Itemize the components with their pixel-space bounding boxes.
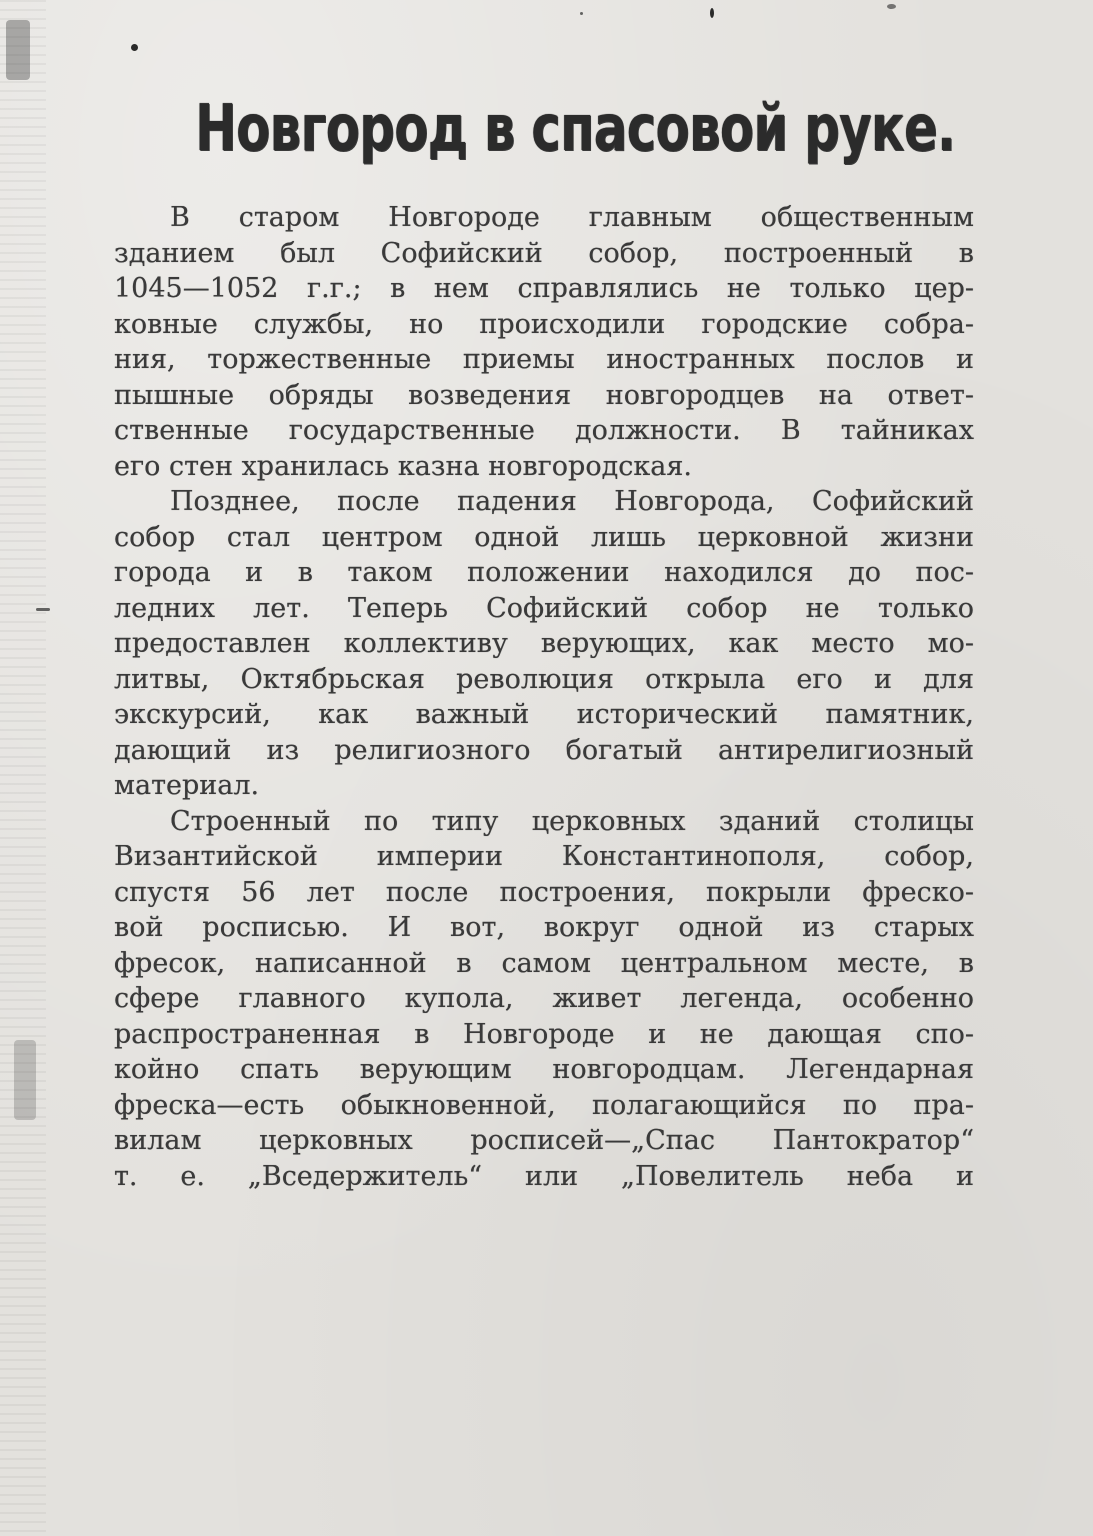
text-line: Византийской империи Константинополя, собор, [114,841,974,872]
text-line: предоставлен коллективу верующих, как место мо- [114,628,974,659]
scan-speck [36,608,50,611]
text-line: дающий из религиозного богатый антирелигиозный [114,734,974,766]
text-line: вилам церковных росписей—„Спас Пантократор“ [114,1125,974,1156]
scan-speck [887,4,896,9]
document-title: Новгород в спасовой руке. [195,92,956,166]
text-line: пышные обряды возведения новгородцев на ответ- [114,379,974,411]
scan-speck [131,44,138,51]
text-line: материал. [114,770,260,801]
page-edge-shadow [0,0,46,1536]
text-line: ственные государственные должности. В тайниках [114,415,974,446]
text-line: В старом Новгороде главным общественным [170,202,974,233]
text-line: фреска—есть обыкновенной, полагающийся по пра- [114,1089,974,1121]
text-line: ледних лет. Теперь Софийский собор не только [114,592,974,624]
scan-speck [14,1040,36,1120]
scan-speck [580,12,583,15]
text-line: сфере главного купола, живет легенда, особенно [114,983,974,1014]
text-line: Строенный по типу церковных зданий столицы [170,805,974,837]
scan-speck [710,8,714,18]
text-line: литвы, Октябрьская революция открыла его и для [114,663,974,695]
text-line: койно спать верующим новгородцам. Легендарная [114,1054,974,1085]
text-line: распространенная в Новгороде и не дающая спо- [114,1018,974,1050]
text-line: вой росписью. И вот, вокруг одной из старых [114,912,974,943]
text-line: города и в таком положении находился до пос- [114,557,974,588]
document-body [114,200,974,1194]
text-line: спустя 56 лет после построения, покрыли фреско- [114,876,974,908]
text-line: его стен хранилась казна новгородская. [114,450,692,482]
text-line: т. е. „Вседержитель“ или „Повелитель неба и [114,1160,974,1192]
text-line: ковные службы, но происходили городские собра- [114,308,974,340]
text-line: зданием был Софийский собор, построенный в [114,237,974,269]
text-line: ния, торжественные приемы иностранных послов и [114,344,974,375]
text-line: Позднее, после падения Новгорода, Софийский [170,486,974,517]
text-line: фресок, написанной в самом центральном месте, в [114,947,974,979]
text-line: собор стал центром одной лишь церковной жизни [114,521,974,553]
text-line: экскурсий, как важный исторический памятник, [114,699,974,730]
scan-speck [6,20,30,80]
text-line: 1045—1052 г.г.; в нем справлялись не только цер- [114,273,974,304]
